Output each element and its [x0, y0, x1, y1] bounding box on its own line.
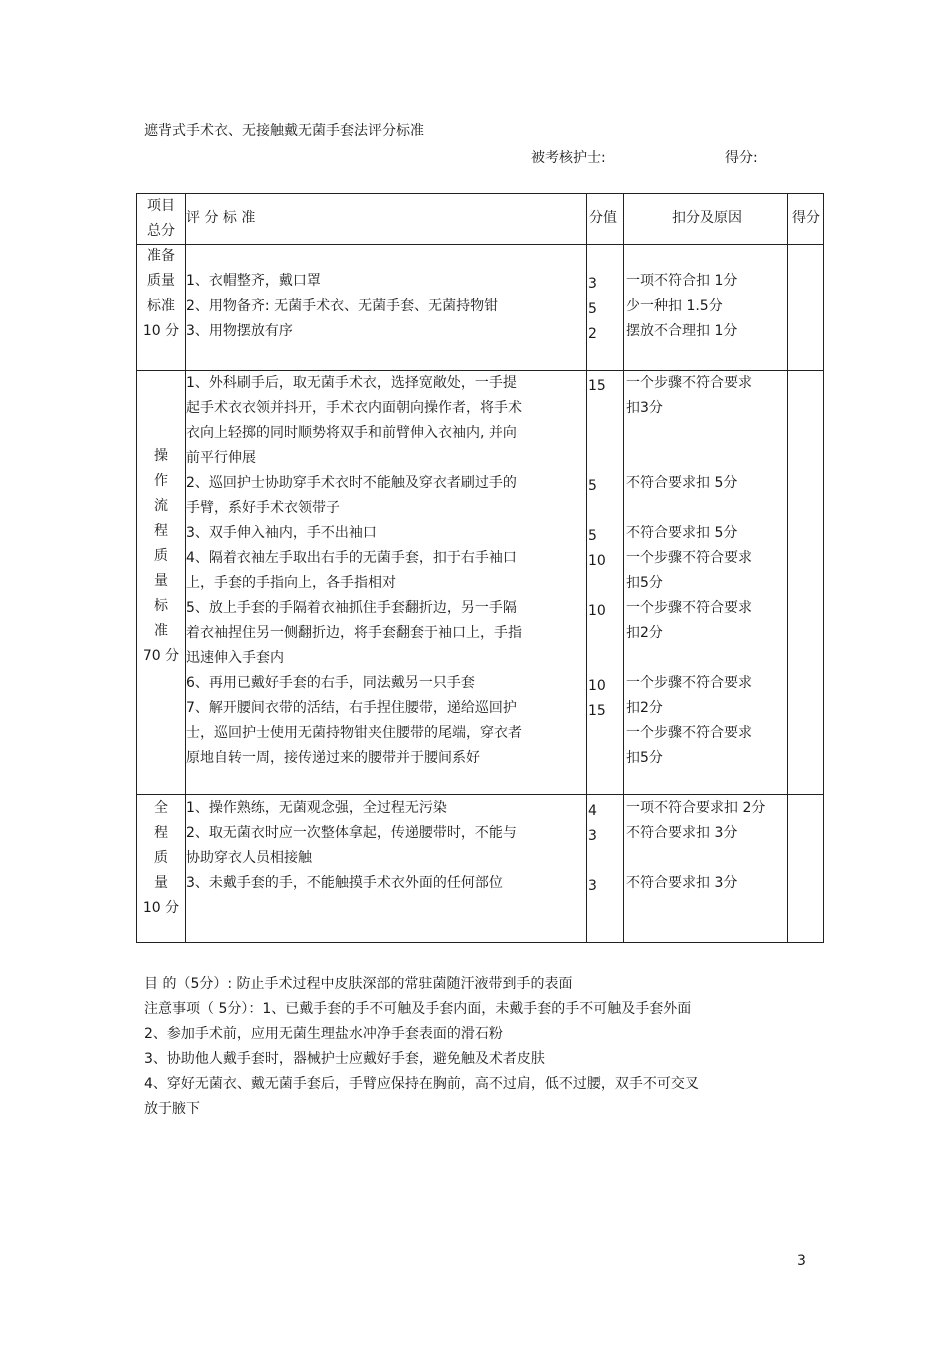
examinee-label: 被考核护士: [531, 150, 606, 166]
section-op-category: 操 作 流 程 质 量 标 准 70 分 [142, 448, 180, 664]
header-points: 分值 [589, 210, 617, 226]
note-item: 注意事项（ 5分）：1、已戴手套的手不可触及手套内面，未戴手套的手不可触及手套外面 [144, 1001, 692, 1017]
note-item: 2、参加手术前，应用无菌生理盐水冲净手套表面的滑石粉 [144, 1026, 503, 1042]
document-title: 遮背式手术衣、无接触戴无菌手套法评分标准 [144, 123, 424, 139]
page-number: 3 [797, 1253, 806, 1269]
scoring-table [136, 193, 824, 943]
section-prep-category: 准备 质量 标准 10 分 [142, 248, 180, 339]
header-score: 得分 [792, 210, 820, 226]
section-overall-points: 4 3 3 [588, 803, 597, 894]
section-prep-criteria: 1、衣帽整齐，戴口罩 2、用物备齐: 无菌手术衣、无菌手套、无菌持物钳 3、用物摆放有序 [186, 273, 499, 339]
section-op-deductions: 一个步骤不符合要求 扣3分 不符合要求扣 5分 不符合要求扣 5分 一个步骤不符合要求 扣5分 一个步骤不符合要求 扣2分 一个步骤不符合要求 扣2分 一个步骤不符合要求 扣5分 [626, 375, 752, 766]
section-overall-deductions: 一项不符合要求扣 2分 不符合要求扣 3分 不符合要求扣 3分 [626, 800, 766, 891]
header-criteria: 评 分 标 准 [186, 210, 256, 226]
note-item: 4、穿好无菌衣、戴无菌手套后，手臂应保持在胸前，高不过肩，低不过腰，双手不可交叉 [144, 1076, 699, 1092]
section-op-points: 15 5 5 10 10 10 15 [588, 378, 606, 719]
section-prep-deductions: 一项不符合扣 1分 少一种扣 1.5分 摆放不合理扣 1分 [626, 273, 738, 339]
header-item-total: 项目 总分 [147, 198, 175, 239]
section-op-criteria: 1、外科刷手后，取无菌手术衣，选择宽敞处，一手提 起手术衣衣领并抖开，手术衣内面朝向操作者，将手术 衣向上轻掷的同时顺势将双手和前臂伸入衣袖内, 并向 前平行伸展 2、巡回护士协助穿手术衣时不能触及穿衣者刷过手的 手臂，系好手术衣领带子 3、双手伸入袖内，手不出袖口 4、隔着衣袖左手取出右手的无菌手套，扣于右手袖口 上，手套的手指向上，各手指相对 5、放上手套的手隔着衣袖抓住手套翻折边，另一手隔 着衣袖捏住另一侧翻折边，将手套翻套于袖口上，手指 迅速伸入手套内 6、再用已戴好手套的右手，同法戴另一只手套 7、解开腰间衣带的活结，右手捏住腰带，递给巡回护 士，巡回护士使用无菌持物钳夹住腰带的尾端，穿衣者 原地自转一周，接传递过来的腰带并于腰间系好 [186, 375, 522, 766]
notes-section [144, 972, 804, 1122]
section-overall-category: 全 程 质 量 10 分 [142, 800, 180, 916]
section-overall-criteria: 1、操作熟练，无菌观念强，全过程无污染 2、取无菌衣时应一次整体拿起，传递腰带时，不能与 协助穿衣人员相接触 3、未戴手套的手，不能触摸手术衣外面的任何部位 [186, 800, 517, 891]
header-deduction: 扣分及原因 [672, 210, 742, 226]
note-item: 3、协助他人戴手套时，器械护士应戴好手套，避免触及术者皮肤 [144, 1051, 545, 1067]
note-purpose: 目 的（5分）: 防止手术过程中皮肤深部的常驻菌随汗液带到手的表面 [144, 976, 573, 992]
score-label: 得分: [725, 150, 758, 166]
note-item: 放于腋下 [144, 1101, 200, 1117]
section-prep-points: 3 5 2 [588, 276, 597, 342]
